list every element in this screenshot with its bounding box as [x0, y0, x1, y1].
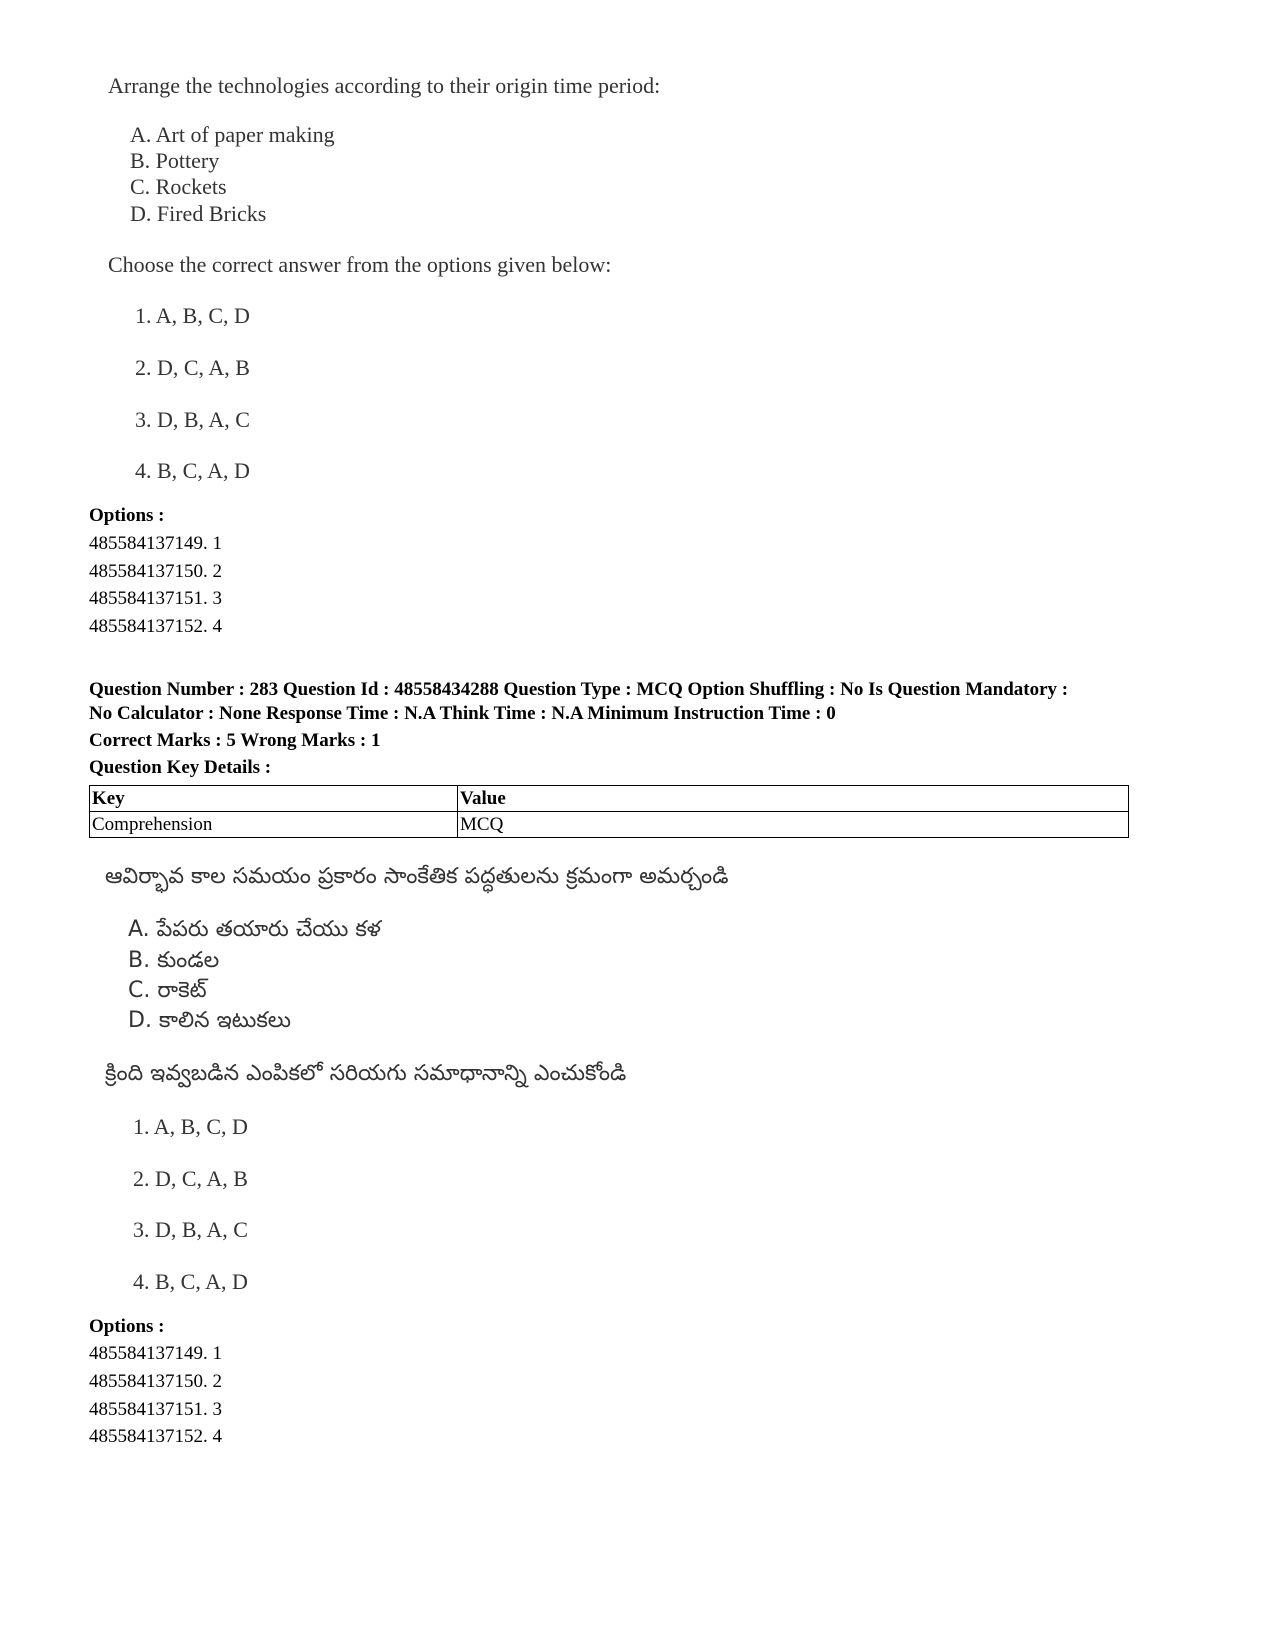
- option-1: 485584137149. 1: [89, 1343, 222, 1364]
- option-3: 485584137151. 3: [89, 1399, 222, 1420]
- options-label: Options :: [89, 1316, 165, 1337]
- item-b: B. Pottery: [130, 148, 220, 173]
- instruction: Choose the correct answer from the options given below:: [108, 252, 612, 277]
- option-4: 485584137152. 4: [89, 616, 222, 637]
- choice-4: 4. B, C, A, D: [133, 1269, 248, 1294]
- choice-2: 2. D, C, A, B: [135, 355, 250, 380]
- option-3: 485584137151. 3: [89, 588, 222, 609]
- table-cell-key: Comprehension: [90, 812, 458, 838]
- options-label: Options :: [89, 505, 165, 526]
- question-stem: ఆవిర్భావ కాల సమయం ప్రకారం సాంకేతిక పద్ధతులను క్రమంగా అమర్చండి: [105, 864, 729, 889]
- marks-line: Correct Marks : 5 Wrong Marks : 1: [89, 730, 381, 751]
- question-meta-line-1: Question Number : 283 Question Id : 48558434288 Question Type : MCQ Option Shuffling : No Is Question Mandatory :: [89, 679, 1069, 700]
- item-a: A. Art of paper making: [130, 122, 335, 147]
- item-c: C. రాకెట్: [128, 978, 207, 1003]
- table-header-value: Value: [458, 786, 1129, 812]
- instruction: క్రింది ఇవ్వబడిన ఎంపికలో సరియగు సమాధానాన్ని ఎంచుకోండి: [105, 1061, 627, 1086]
- question-meta-line-2: No Calculator : None Response Time : N.A Think Time : N.A Minimum Instruction Time : 0: [89, 703, 836, 724]
- item-d: D. కాలిన ఇటుకలు: [128, 1008, 292, 1033]
- item-c: C. Rockets: [130, 174, 227, 199]
- option-1: 485584137149. 1: [89, 533, 222, 554]
- choice-1: 1. A, B, C, D: [133, 1114, 248, 1139]
- choice-1: 1. A, B, C, D: [135, 303, 250, 328]
- key-details-label: Question Key Details :: [89, 757, 272, 778]
- item-d: D. Fired Bricks: [130, 201, 267, 226]
- choice-3: 3. D, B, A, C: [133, 1217, 248, 1242]
- table-header-key: Key: [90, 786, 458, 812]
- item-b: B. కుండల: [128, 948, 220, 973]
- choice-3: 3. D, B, A, C: [135, 407, 250, 432]
- table-header-row: [90, 786, 1129, 812]
- option-2: 485584137150. 2: [89, 1371, 222, 1392]
- question-stem: Arrange the technologies according to their origin time period:: [108, 73, 661, 98]
- option-4: 485584137152. 4: [89, 1426, 222, 1447]
- item-a: A. పేపరు తయారు చేయు కళ: [128, 917, 381, 942]
- choice-2: 2. D, C, A, B: [133, 1166, 248, 1191]
- table-cell-value: MCQ: [458, 812, 1129, 838]
- table-row: [90, 812, 1129, 838]
- choice-4: 4. B, C, A, D: [135, 458, 250, 483]
- option-2: 485584137150. 2: [89, 561, 222, 582]
- key-details-table: [89, 785, 1129, 838]
